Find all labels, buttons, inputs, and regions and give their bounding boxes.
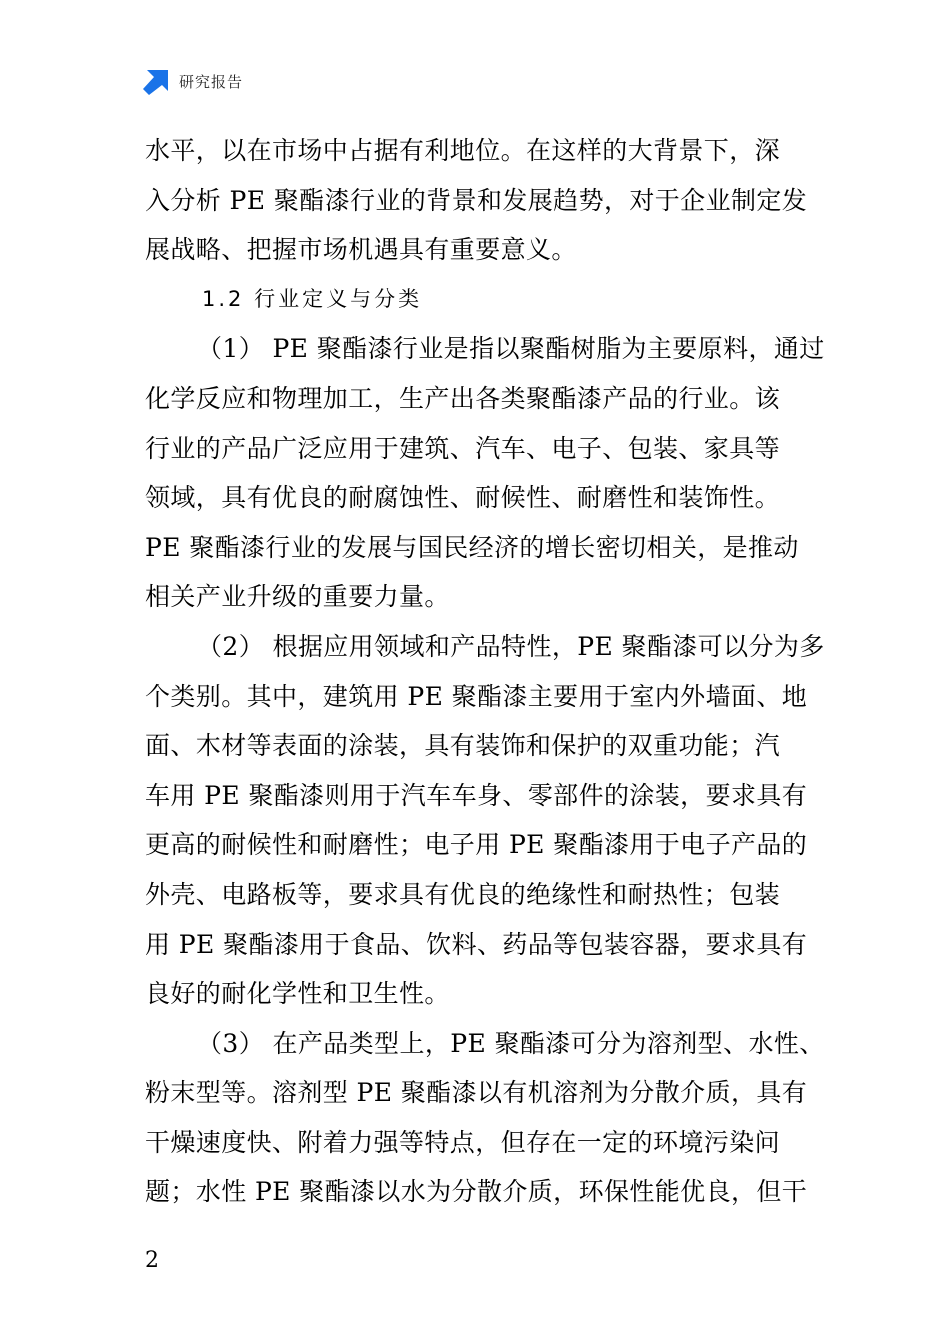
arrow-up-right-icon — [143, 68, 170, 95]
text-line: 化学反应和物理加工，生产出各类聚酯漆产品的行业。该 — [145, 383, 781, 413]
text-line: 展战略、把握市场机遇具有重要意义。 — [145, 235, 577, 265]
text-line: 相关产业升级的重要力量。 — [145, 582, 450, 612]
text-line: 车用 PE 聚酯漆则用于汽车车身、零部件的涂装，要求具有 — [145, 780, 808, 810]
text-line: 用 PE 聚酯漆用于食品、饮料、药品等包装容器，要求具有 — [145, 929, 808, 959]
paragraph-start: （3） 在产品类型上，PE 聚酯漆可分为溶剂型、水性、 — [197, 1028, 825, 1058]
text-line: 个类别。其中，建筑用 PE 聚酯漆主要用于室内外墙面、地 — [145, 681, 808, 711]
text-line: 水平，以在市场中占据有利地位。在这样的大背景下，深 — [145, 136, 781, 165]
page-header — [143, 66, 243, 96]
header-title: 研究报告 — [179, 72, 244, 91]
text-line: 外壳、电路板等，要求具有优良的绝缘性和耐热性；包装 — [145, 879, 781, 909]
document-body — [145, 126, 825, 1217]
text-line: 入分析 PE 聚酯漆行业的背景和发展趋势，对于企业制定发 — [145, 185, 808, 215]
paragraph-start: （1） PE 聚酯漆行业是指以聚酯树脂为主要原料，通过 — [197, 334, 825, 364]
text-line: 干燥速度快、附着力强等特点，但存在一定的环境污染问 — [145, 1127, 781, 1157]
text-line: 良好的耐化学性和卫生性。 — [145, 979, 450, 1009]
section-heading: 1.2 行业定义与分类 — [202, 286, 423, 311]
text-line: 面、木材等表面的涂装，具有装饰和保护的双重功能；汽 — [145, 731, 781, 761]
text-line: 行业的产品广泛应用于建筑、汽车、电子、包装、家具等 — [145, 433, 781, 463]
text-line: 更高的耐候性和耐磨性；电子用 PE 聚酯漆用于电子产品的 — [145, 830, 808, 860]
page-number: 2 — [145, 1248, 159, 1273]
text-line: 题；水性 PE 聚酯漆以水为分散介质，环保性能优良，但干 — [145, 1177, 808, 1207]
text-line: 领域，具有优良的耐腐蚀性、耐候性、耐磨性和装饰性。 — [145, 483, 781, 513]
text-line: PE 聚酯漆行业的发展与国民经济的增长密切相关，是推动 — [145, 532, 799, 562]
text-line: 粉末型等。溶剂型 PE 聚酯漆以有机溶剂为分散介质，具有 — [145, 1078, 808, 1108]
paragraph-start: （2） 根据应用领域和产品特性，PE 聚酯漆可以分为多 — [197, 631, 825, 661]
